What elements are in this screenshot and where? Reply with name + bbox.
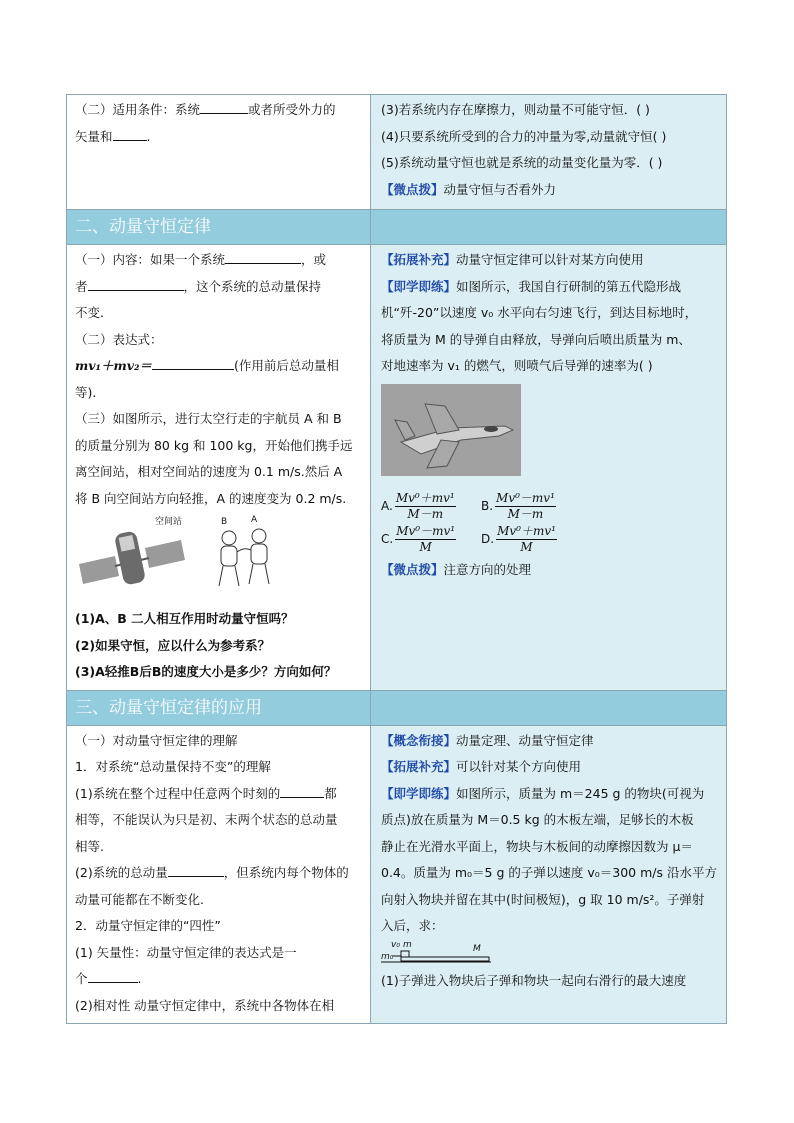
practice-text: 向射入物块并留在其中(时间极短)，g 取 10 m/s²。子弹射 bbox=[381, 891, 705, 907]
blank-line[interactable] bbox=[280, 782, 324, 798]
choice-label: A. bbox=[381, 499, 393, 514]
conditions-cell bbox=[67, 95, 371, 210]
tag-tuozhan: 【拓展补充】 bbox=[381, 252, 457, 267]
point-text: (2)相对性 动量守恒定律中，系统中各物体在相 bbox=[75, 997, 335, 1013]
v0-label: v₀ bbox=[391, 939, 400, 950]
denominator: M－m bbox=[507, 507, 544, 521]
blank-line[interactable] bbox=[152, 354, 234, 370]
judgement-item-5: (5)系统动量守恒也就是系统的动量变化量为零．( ) bbox=[381, 155, 663, 170]
practice-text: 入后，求： bbox=[381, 918, 444, 933]
astronaut-figures bbox=[75, 515, 364, 598]
choice-a[interactable] bbox=[381, 491, 481, 522]
tag-weidianbo: 【微点拨】 bbox=[381, 562, 444, 577]
denominator: M bbox=[419, 540, 432, 554]
tag-text: 可以针对某个方向使用 bbox=[456, 759, 582, 774]
blank-line[interactable] bbox=[168, 861, 224, 877]
denominator: M－m bbox=[407, 507, 444, 521]
content-text-d: ，这个系统的总动量保持 bbox=[183, 278, 322, 294]
point-text: 个 bbox=[75, 971, 88, 986]
point-text: 动量可能都在不断变化. bbox=[75, 891, 204, 907]
choice-label: D. bbox=[481, 532, 495, 547]
choice-label: B. bbox=[481, 499, 494, 514]
choice-fraction bbox=[395, 491, 456, 522]
choice-fraction bbox=[395, 524, 456, 555]
question-3: (3)A轻推B后B的速度大小是多少？方向如何？ bbox=[75, 664, 337, 679]
choice-d[interactable] bbox=[481, 524, 581, 555]
judgement-item-3: (3)若系统内存在摩擦力，则动量不可能守恒．( ) bbox=[381, 102, 650, 117]
condition-text-2: 或者所受外力的 bbox=[248, 102, 336, 117]
practice-text: 如图所示，我国自行研制的第五代隐形战 bbox=[456, 278, 682, 294]
tag-text: 动量守恒定律可以针对某方向使用 bbox=[456, 252, 644, 267]
content-text-c: 者 bbox=[75, 278, 88, 294]
problem-line: （三）如图所示，进行太空行走的宇航员 A 和 B bbox=[75, 411, 342, 426]
fighter-jet-image bbox=[381, 384, 720, 486]
choice-c[interactable] bbox=[381, 524, 481, 555]
condition-text-3: 矢量和 bbox=[75, 128, 113, 144]
problem-line: 的质量分别为 80 kg 和 100 kg，开始他们携手远 bbox=[75, 437, 353, 453]
point-2-title: 2．动量守恒定律的“四性” bbox=[75, 918, 221, 933]
content-text-b: ，或 bbox=[301, 252, 327, 267]
judgement-cell bbox=[371, 95, 727, 210]
tag-text: 注意方向的处理 bbox=[443, 562, 532, 577]
astronaut-a-label: A bbox=[251, 515, 258, 525]
point-text: 相等. bbox=[75, 838, 104, 854]
blank-line[interactable] bbox=[88, 967, 138, 983]
expression-note-2: 等). bbox=[75, 384, 97, 400]
condition-text: （二）适用条件：系统 bbox=[75, 102, 201, 117]
answer-choices bbox=[381, 491, 720, 555]
practice-text: 对地速率为 v₁ 的燃气，则喷气后导弹的速率为( ) bbox=[381, 358, 653, 373]
numerator: Mv⁰＋mv¹ bbox=[497, 524, 556, 538]
astronaut-b-label: B bbox=[221, 517, 228, 527]
board-block-figure bbox=[381, 939, 491, 966]
big-m-label: M bbox=[473, 943, 481, 954]
question-1: (1)A、B 二人相互作用时动量守恒吗？ bbox=[75, 611, 294, 626]
numerator: Mv⁰－mv¹ bbox=[396, 524, 456, 538]
application-practice-cell bbox=[371, 725, 727, 1024]
m-label: m bbox=[403, 939, 412, 950]
blank-line[interactable] bbox=[113, 125, 147, 141]
astronauts-icon bbox=[211, 518, 283, 598]
content-text: （一）内容：如果一个系统 bbox=[75, 252, 226, 267]
choice-label: C. bbox=[381, 532, 394, 547]
space-station-figure bbox=[75, 518, 187, 598]
section-2-header-right bbox=[371, 210, 727, 245]
section-3-header-right bbox=[371, 690, 727, 725]
station-label: 空间站 bbox=[155, 517, 183, 527]
blank-line[interactable] bbox=[88, 275, 184, 291]
expression-formula: mv₁＋mv₂＝ bbox=[75, 358, 152, 373]
point-text: (2)系统的总动量 bbox=[75, 865, 168, 880]
point-text: ，但系统内每个物体的 bbox=[223, 865, 349, 880]
practice-text: 静止在光滑水平面上，物块与木板间的动摩擦因数为 μ＝ bbox=[381, 838, 693, 854]
judgement-item-4: (4)只要系统所受到的合力的冲量为零,动量就守恒( ) bbox=[381, 128, 667, 144]
tag-jixue: 【即学即练】 bbox=[381, 785, 457, 801]
point-text: 都 bbox=[324, 785, 337, 801]
denominator: M bbox=[520, 540, 533, 554]
choice-fraction bbox=[496, 524, 557, 555]
content-text-e: 不变. bbox=[75, 305, 104, 320]
problem-line: 离空间站，相对空间站的速度为 0.1 m/s.然后 A bbox=[75, 464, 343, 479]
practice-text: 将质量为 M 的导弹自由释放，导弹向后喷出质量为 m、 bbox=[381, 331, 691, 347]
point-text: (1) 矢量性：动量守恒定律的表达式是一 bbox=[75, 944, 297, 960]
tag-text: 动量定理、动量守恒定律 bbox=[456, 732, 594, 748]
period: . bbox=[146, 128, 151, 144]
practice-text: 质点)放在质量为 M＝0.5 kg 的木板左端，足够长的木板 bbox=[381, 812, 694, 827]
tag-weidianbo: 【微点拨】 bbox=[381, 181, 444, 197]
astronauts-figure bbox=[211, 515, 283, 598]
problem-line: 将 B 向空间站方向轻推，A 的速度变为 0.2 m/s. bbox=[75, 490, 347, 506]
section-3-title: 三、动量守恒定律的应用 bbox=[67, 690, 371, 725]
point-1-title: 1．对系统“总动量保持不变”的理解 bbox=[75, 759, 271, 774]
practice-text: 机“歼-20”以速度 v₀ 水平向右匀速飞行，到达目标地时， bbox=[381, 305, 698, 320]
space-station-icon bbox=[75, 518, 187, 598]
blank-line[interactable] bbox=[200, 98, 248, 114]
tag-tuozhan: 【拓展补充】 bbox=[381, 759, 457, 774]
tag-gainian: 【概念衔接】 bbox=[381, 732, 457, 748]
worksheet-table bbox=[66, 94, 727, 1024]
subsection-title: （一）对动量守恒定律的理解 bbox=[75, 732, 238, 748]
practice-text: 如图所示，质量为 m＝245 g 的物块(可视为 bbox=[456, 785, 705, 801]
question-2: (2)如果守恒，应以什么为参考系？ bbox=[75, 637, 271, 653]
law-content-cell bbox=[67, 245, 371, 691]
point-text: 相等，不能误认为只是初、末两个状态的总动量 bbox=[75, 812, 338, 827]
point-text: . bbox=[137, 971, 142, 986]
understanding-cell bbox=[67, 725, 371, 1024]
sub-question-1: (1)子弹进入物块后子弹和物块一起向右滑行的最大速度 bbox=[381, 972, 687, 988]
practice-cell bbox=[371, 245, 727, 691]
tag-jixue: 【即学即练】 bbox=[381, 278, 457, 294]
point-text: (1)系统在整个过程中任意两个时刻的 bbox=[75, 785, 281, 801]
practice-text: 0.4。质量为 m₀＝5 g 的子弹以速度 v₀＝300 m/s 沿水平方 bbox=[381, 865, 717, 880]
choice-b[interactable] bbox=[481, 491, 581, 522]
numerator: Mv⁰－mv¹ bbox=[496, 491, 555, 505]
tag-text: 动量守恒与否看外力 bbox=[443, 181, 557, 197]
m0-label: m₀ bbox=[381, 951, 394, 962]
fighter-jet-icon bbox=[381, 384, 521, 476]
choice-fraction bbox=[495, 491, 556, 522]
blank-line[interactable] bbox=[225, 248, 301, 264]
numerator: Mv⁰＋mv¹ bbox=[395, 491, 455, 505]
section-2-title: 二、动量守恒定律 bbox=[67, 210, 371, 245]
expression-note: (作用前后总动量相 bbox=[233, 358, 339, 373]
expression-label: （二）表达式： bbox=[75, 331, 163, 347]
